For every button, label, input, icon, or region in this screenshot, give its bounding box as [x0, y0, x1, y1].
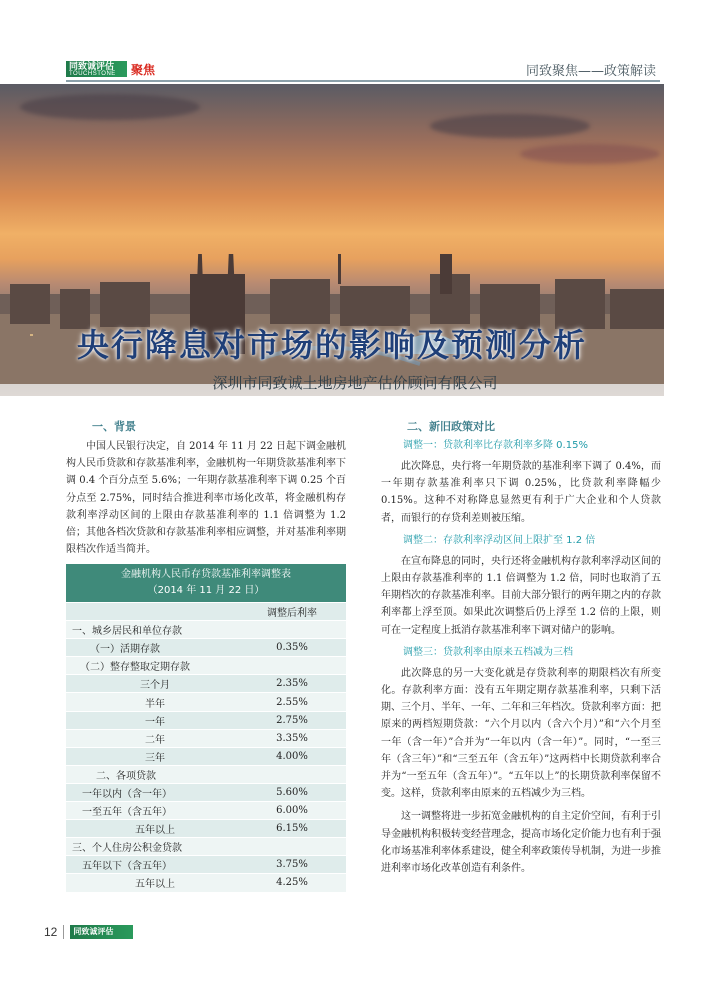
section-heading: 同致聚焦——政策解读 — [525, 64, 656, 79]
table-row-label: （一）活期存款 — [66, 639, 238, 657]
article-title: 央行降息对市场的影响及预测分析 — [76, 326, 587, 364]
table-row-label: 一至五年（含五年） — [66, 802, 238, 820]
comparison-heading: 二、新旧政策对比 — [407, 420, 495, 433]
table-row-value — [238, 621, 346, 639]
rate-table-title: 金融机构人民币存贷款基准利率调整表 （2014 年 11 月 22 日） — [66, 564, 346, 603]
table-row-label: 三个月 — [66, 675, 238, 693]
table-row-value: 2.55% — [238, 693, 346, 711]
table-row-label: 一、城乡居民和单位存款 — [66, 621, 238, 639]
table-row-label: 五年以上 — [66, 874, 238, 892]
conclusion-paragraph: 这一调整将进一步拓宽金融机构的自主定价空间，有利于引导金融机构积极转变经营理念，提高市场化定价能力也有利于强化市场基准利率体系建设，健全利率政策传导机制，为进一步推进利率市场化改革创造有利条件。 — [381, 811, 661, 875]
page-footer — [44, 925, 133, 939]
table-row-value: 2.35% — [238, 675, 346, 693]
table-row-label: 一年以内（含一年） — [66, 783, 238, 801]
table-row-value: 0.35% — [238, 639, 346, 657]
rate-table-col-header: 调整后利率 — [238, 603, 346, 621]
table-row-label: 三、个人住房公积金贷款 — [66, 838, 238, 856]
table-row-value — [238, 838, 346, 856]
brand-header — [66, 60, 155, 78]
background-paragraph: 中国人民银行决定，自 2014 年 11 月 22 日起下调金融机构人民币贷款和存款基准利率，金融机构一年期贷款基准利率下调 0.4 个百分点至 5.6%；一年期存款基准利率下调 0.25 个百分点至 2.75%，同时结合推进利率市场化改革，将金融机构存款利率浮动区间的上限由存款基准利率的 1.1 倍调整为 1.2 倍；其他各档次贷款和存款基准利率相应调整，并对基准利率期限档次作适当简并。 — [66, 441, 346, 556]
brand-mark: 聚焦 — [131, 62, 156, 77]
table-row-value: 6.00% — [238, 802, 346, 820]
table-row-label: 五年以下（含五年） — [66, 856, 238, 874]
adjustment-1-title: 调整一：贷款利率比存款利率多降 0.15% — [403, 440, 588, 451]
table-row-label: 三年 — [66, 747, 238, 765]
rate-table — [66, 564, 346, 893]
left-column — [66, 418, 346, 564]
article-author: 深圳市同致诚土地房地产估价顾问有限公司 — [212, 374, 498, 392]
adjustment-2-title: 调整二：存款利率浮动区间上限扩至 1.2 倍 — [403, 534, 596, 546]
footer-divider — [63, 925, 64, 939]
table-row-value: 2.75% — [238, 711, 346, 729]
table-row-label: 一年 — [66, 711, 238, 729]
header-rule — [66, 80, 660, 82]
table-row-label: 半年 — [66, 693, 238, 711]
adjustment-3-title: 调整三：贷款利率由原来五档减为三档 — [403, 646, 573, 658]
table-row-value: 5.60% — [238, 783, 346, 801]
adjustment-1-paragraph: 此次降息，央行将一年期贷款的基准利率下调了 0.4%，而一年期存款基准利率只下调 0.25%，比贷款利率降幅少 0.15%。这种不对称降息显然更有利于广大企业和个人贷款者，而银行的存贷利差则被压缩。 — [381, 461, 661, 524]
brand-logo: 同致诚评估 TOUCHSTONE — [66, 61, 127, 77]
footer-logo: 同致诚评估 — [70, 925, 133, 939]
page-top — [0, 0, 720, 56]
table-row-value: 4.25% — [238, 874, 346, 892]
table-row-value: 3.75% — [238, 856, 346, 874]
table-row-value — [238, 657, 346, 675]
adjustment-2-paragraph: 在宣布降息的同时，央行还将金融机构存款利率浮动区间的上限由存款基准利率的 1.1 倍调整为 1.2 倍，同时也取消了五年期档次的存款基准利率。目前大部分银行的两年期之内的存款利率都上浮至顶。如果此次调整后仍上浮至 1.2 倍的上限，则可在一定程度上抵消存款基准利率下调对储户的影响。 — [381, 555, 661, 636]
table-row-value: 3.35% — [238, 729, 346, 747]
adjustment-3-paragraph: 此次降息的另一大变化就是存贷款利率的期限档次有所变化。存款利率方面：没有五年期定期存款基准利率，只剩下活期、三个月、半年、一年、二年和三年档次。贷款利率方面：把原来的两档短期贷款：“六个月以内（含六个月）”和“六个月至一年（含一年）”合并为“一年以内（含一年）”。同时，“一至三年（含三年）”和“三至五年（含五年）”这两档中长期贷款利率合并为“一至五年（含五年）”。“五年以上”的长期贷款利率保留不变。这样，贷款利率由原来的五档减少为三档。 — [381, 667, 661, 800]
table-row-label: （二）整存整取定期存款 — [66, 657, 238, 675]
page-number: 12 — [44, 925, 58, 939]
table-row-value: 6.15% — [238, 820, 346, 838]
right-column — [381, 418, 661, 883]
table-row-value — [238, 765, 346, 783]
background-heading: 一、背景 — [92, 420, 136, 433]
table-row-label: 二、各项贷款 — [66, 765, 238, 783]
table-row-label: 二年 — [66, 729, 238, 747]
table-row-value: 4.00% — [238, 747, 346, 765]
table-row-label: 五年以上 — [66, 820, 238, 838]
